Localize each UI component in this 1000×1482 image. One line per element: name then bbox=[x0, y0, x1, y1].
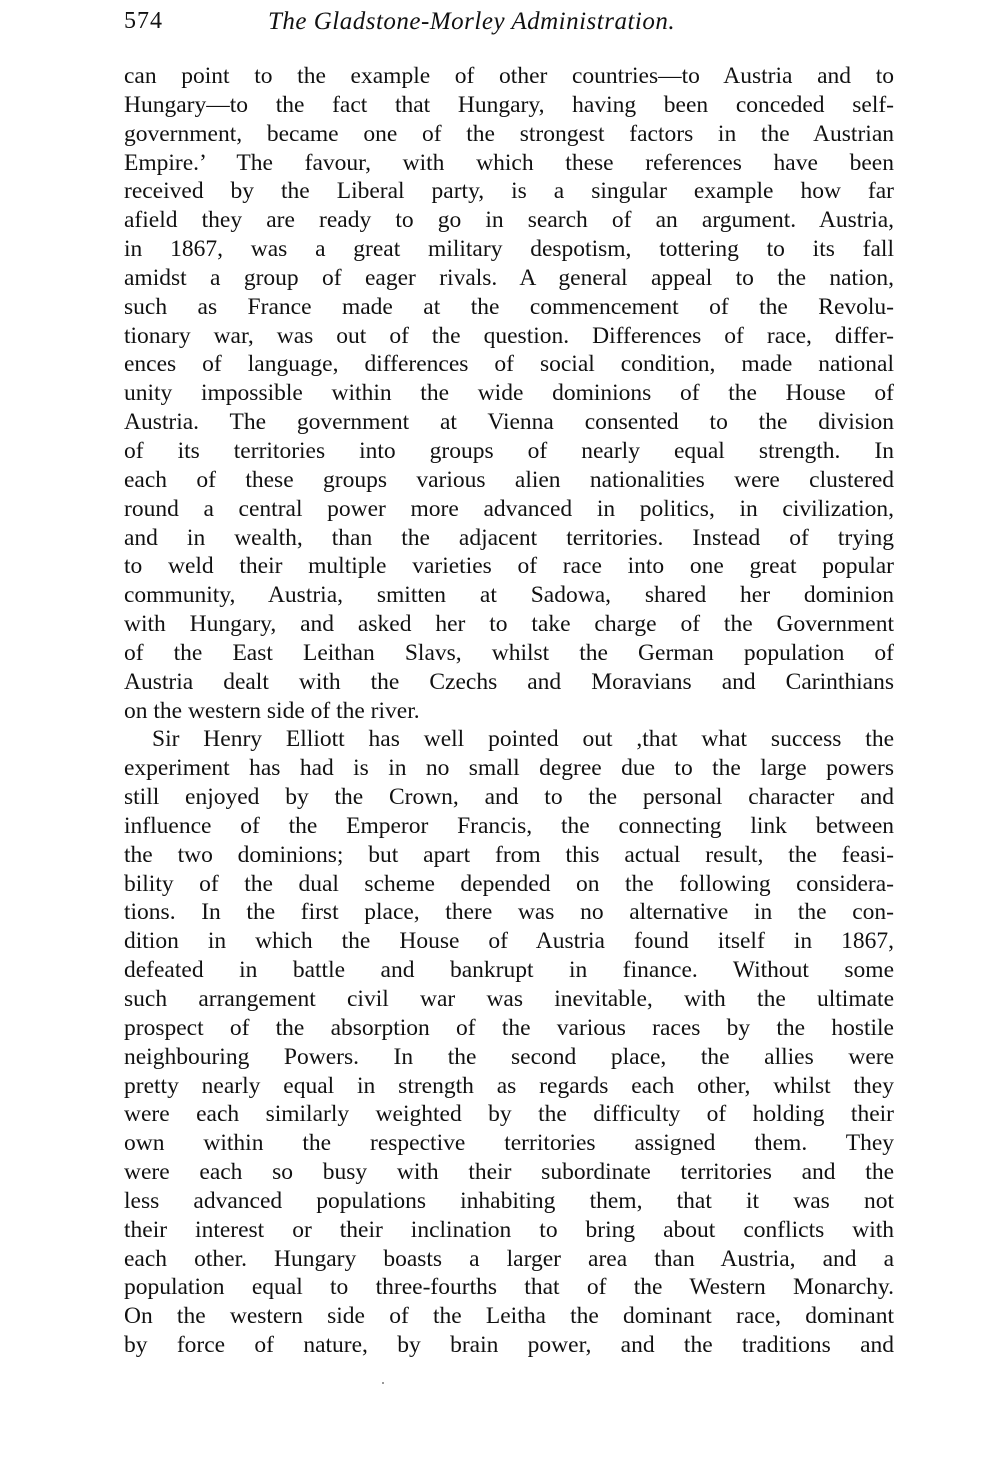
text-line: neighbouring Powers. In the second place, the allies were bbox=[124, 1043, 894, 1070]
print-speck bbox=[382, 1382, 384, 1384]
text-line: community, Austria, smitten at Sadowa, shared her dominion bbox=[124, 582, 894, 609]
text-line: defeated in battle and bankrupt in finance. Without some bbox=[124, 957, 894, 984]
running-header bbox=[124, 8, 904, 38]
text-line: afield they are ready to go in search of an argument. Austria, bbox=[124, 207, 894, 234]
text-line: pretty nearly equal in strength as regards each other, whilst they bbox=[124, 1072, 894, 1099]
text-line: such as France made at the commencement of the Revolu- bbox=[124, 293, 894, 320]
text-line: of its territories into groups of nearly equal strength. In bbox=[124, 437, 894, 464]
text-line: in 1867, was a great military despotism, tottering to its fall bbox=[124, 236, 894, 263]
text-line: with Hungary, and asked her to take charge of the Government bbox=[124, 611, 894, 638]
text-line: Austria dealt with the Czechs and Moravians and Carinthians bbox=[124, 668, 894, 695]
text-line: bility of the dual scheme depended on the following considera- bbox=[124, 870, 894, 897]
text-line: amidst a group of eager rivals. A general appeal to the nation, bbox=[124, 264, 894, 291]
text-line: ences of language, differences of social condition, made national bbox=[124, 351, 894, 378]
text-line: prospect of the absorption of the various races by the hostile bbox=[124, 1014, 894, 1041]
text-line: tions. In the first place, there was no alternative in the con- bbox=[124, 899, 894, 926]
running-title: The Gladstone-Morley Administration. bbox=[268, 8, 676, 35]
text-line: their interest or their inclination to bring about conflicts with bbox=[124, 1216, 894, 1243]
text-line: by force of nature, by brain power, and the traditions and bbox=[124, 1332, 894, 1359]
text-line: Sir Henry Elliott has well pointed out ,that what success the bbox=[152, 726, 894, 753]
paragraph-1 bbox=[124, 62, 894, 725]
text-line: such arrangement civil war was inevitable, with the ultimate bbox=[124, 986, 894, 1012]
text-line: to weld their multiple varieties of race into one great popular bbox=[124, 553, 894, 580]
text-line: the two dominions; but apart from this actual result, the feasi- bbox=[124, 841, 894, 868]
text-line: own within the respective territories assigned them. They bbox=[124, 1130, 894, 1157]
page-number: 574 bbox=[124, 8, 163, 34]
body-text bbox=[124, 62, 894, 1360]
text-line: each of these groups various alien nationalities were clustered bbox=[124, 466, 894, 493]
text-line: of the East Leithan Slavs, whilst the German population of bbox=[124, 639, 894, 666]
text-line: tionary war, was out of the question. Differences of race, differ- bbox=[124, 322, 894, 349]
text-line: Austria. The government at Vienna consented to the division bbox=[124, 409, 894, 436]
text-line: still enjoyed by the Crown, and to the personal character and bbox=[124, 784, 894, 811]
text-line: less advanced populations inhabiting them, that it was not bbox=[124, 1187, 894, 1214]
text-line: were each so busy with their subordinate territories and the bbox=[124, 1159, 894, 1186]
text-line: can point to the example of other countries—to Austria and to bbox=[124, 63, 894, 89]
text-line: influence of the Emperor Francis, the connecting link between bbox=[124, 812, 894, 839]
text-line: round a central power more advanced in politics, in civilization, bbox=[124, 495, 894, 522]
text-line: On the western side of the Leitha the dominant race, dominant bbox=[124, 1303, 894, 1330]
text-line: each other. Hungary boasts a larger area than Austria, and a bbox=[124, 1245, 894, 1272]
text-line: unity impossible within the wide dominions of the House of bbox=[124, 380, 894, 407]
text-line: Empire.’ The favour, with which these references have been bbox=[124, 149, 894, 176]
paragraph-2 bbox=[124, 725, 894, 1360]
text-line: were each similarly weighted by the difficulty of holding their bbox=[124, 1101, 894, 1128]
text-line: experiment has had is in no small degree due to the large powers bbox=[124, 755, 894, 782]
text-line: and in wealth, than the adjacent territories. Instead of trying bbox=[124, 524, 894, 551]
text-line: Hungary—to the fact that Hungary, having been conceded self- bbox=[124, 91, 894, 118]
text-line: received by the Liberal party, is a singular example how far bbox=[124, 178, 894, 205]
text-line: government, became one of the strongest factors in the Austrian bbox=[124, 120, 894, 147]
text-line: dition in which the House of Austria found itself in 1867, bbox=[124, 928, 894, 955]
text-line: on the western side of the river. bbox=[124, 697, 420, 724]
text-line: population equal to three-fourths that of the Western Monarchy. bbox=[124, 1274, 894, 1301]
